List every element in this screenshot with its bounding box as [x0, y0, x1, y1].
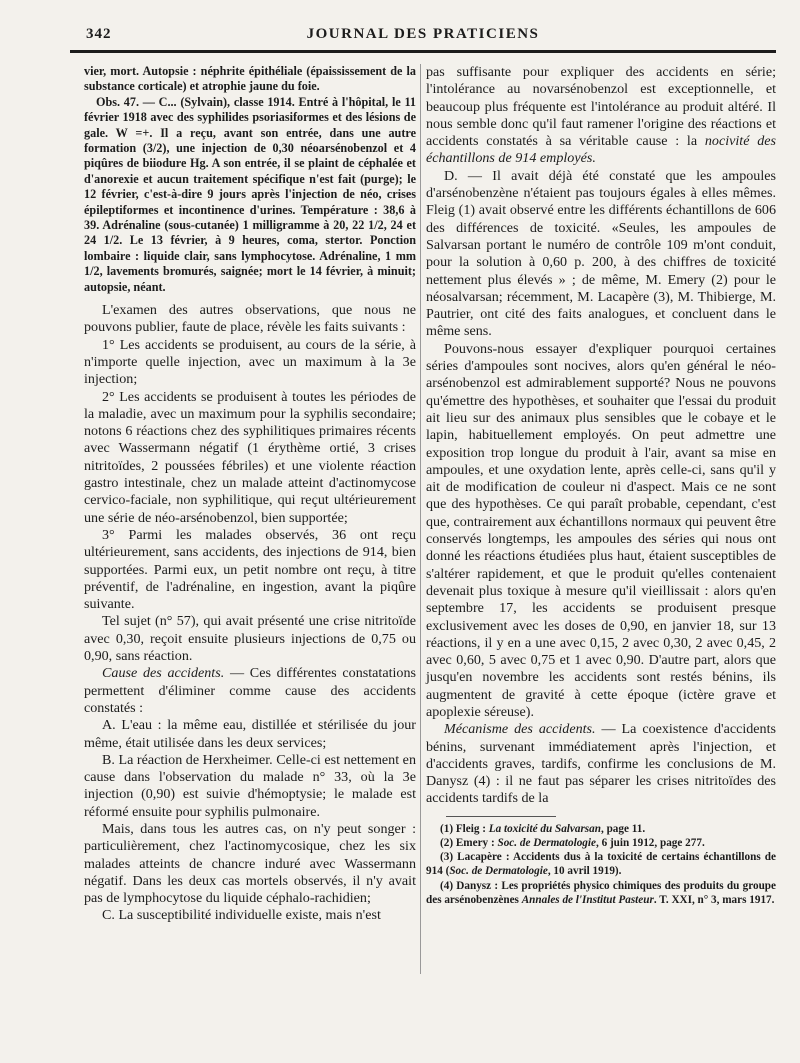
- footnote: (2) Emery : Soc. de Dermatologie, 6 juin 1912, page 277.: [440, 836, 705, 849]
- paragraph: B. La réaction de Herxheimer. Celle-ci est nettement en cause dans l'observation du malade n° 33, où la 3e injection (0,90) est suivie d'hémoptysie; le malade est réformé ensuite pour syphilis pulmonaire.: [84, 751, 416, 820]
- header-rule: [70, 50, 776, 53]
- paragraph: Pouvons-nous essayer d'expliquer pourquoi certaines séries d'ampoules sont nocives, alors qu'en général le néo-arsénobenzol est admirablement supporté? Nous ne pouvons qu'émettre des hypothèses, et souhaiter que l'essai du produit ait lieu sur des animaux plus sensibles que le cobaye et le lapin, habituellement employés. On peut admettre une exposition trop longue du produit à l'air, avant sa mise en ampoules, et une oxydation lente, après celle-ci, sans qu'il y ait de modification de couleur ni d'aspect. Mais ce ne sont que des hypothèses. Ce qui paraît probable, cependant, c'est que, contrairement aux échantillons normaux qui peuvent être conservés longtemps, les ampoules des séries qui nous ont donné les réactions étudiées plus haut, étaient susceptibles de s'altérer rapidement, et que le produit qu'elles contenaient devenait plus toxique à mesure qu'il vieillissait : alors qu'en septembre 17, les accidents se produisent presque exclusivement avec les doses de 0,90, en janvier 18, sur 13 réactions, il y en a une avec 0,15, 2 avec 0,30, 2 avec 0,45, 2 avec 0,60, 5 avec 0,75 et 1 avec 0,90. D'autre part, alors que jusqu'en novembre les accidents sont restés bénins, ils augmentent de gravité à cette époque (ictère grave et apoplexie séreuse).: [426, 340, 776, 720]
- page-number: 342: [86, 26, 112, 42]
- paragraph: pas suffisante pour expliquer des accidents en série; l'intolérance au novarsénobenzol est exceptionnelle, et beaucoup plus fréquente est l'intolérance au produit altéré. Il nous semble donc qu'il faut ramener l'origine des réactions et accidents constatés à sa véritable cause : la nocivité des échantillons de 914 employés.: [426, 64, 776, 167]
- paragraph: Mécanisme des accidents. — La coexistence d'accidents bénins, survenant immédiatement après l'injection, et d'accidents graves, tardifs, confirme les conclusions de M. Danysz (4) : il ne faut pas séparer les crises nitritoïdes des accidents tardifs de la: [426, 721, 776, 807]
- footnote: (1) Fleig : La toxicité du Salvarsan, page 11.: [440, 822, 646, 835]
- column-divider: [420, 64, 421, 974]
- right-column: [426, 64, 776, 907]
- page-header: [70, 22, 776, 50]
- paragraph: C. La susceptibilité individuelle existe, mais n'est: [102, 907, 381, 924]
- paragraph: D. — Il avait déjà été constaté que les ampoules d'arsénobenzène n'étaient pas toujours égales à elles mêmes. Fleig (1) avait observé entre les différents échantillons de 606 des différences de toxicité. «Seules, les ampoules de Salvarsan portant le numéro de contrôle 109 m'ont conduit, pour la solution à 0,60 p. 200, à des chiffres de toxicité nettement plus élevés » ; de même, M. Emery (2) pour le néosalvarsan; récemment, M. Lacapère (3), M. Thibierge, M. Pautrier, ont cité des faits analogues, et concluent dans le même sens.: [426, 167, 776, 340]
- paragraph: Cause des accidents. — Ces différentes constatations permettent d'éliminer comme cause des accidents constatés :: [84, 665, 416, 716]
- paragraph: 3° Parmi les malades observés, 36 ont reçu ultérieurement, sans accidents, des injections de 914, bien supportées. Parmi eux, un petit nombre ont reçu, à titre préventif, de l'adrénaline, en ingestion, avant la piqûre suivante.: [84, 526, 416, 613]
- left-column: [84, 64, 416, 925]
- observation-continued: vier, mort. Autopsie : néphrite épithéliale (épaississement de la substance corticale) et atrophie jaune du foie.: [84, 64, 416, 94]
- paragraph: Mais, dans tous les autres cas, on n'y peut songer : particulièrement, chez l'actinomycosique, chez les six malades atteints de chancre induré avec Wassermann négatif. Dans les deux cas mortels observés, il n'y avait pas de lymphocytose du liquide céphalo-rachidien;: [84, 821, 416, 907]
- paragraph: 1° Les accidents se produisent, au cours de la série, à n'importe quelle injection, avec un maximum à la 3e injection;: [84, 336, 416, 388]
- section-heading: Cause des accidents.: [102, 665, 225, 682]
- paragraph: A. L'eau : la même eau, distillée et stérilisée du jour même, était utilisée dans les deux services;: [84, 717, 416, 751]
- paragraph: 2° Les accidents se produisent à toutes les périodes de la maladie, avec un maximum pour la syphilis secondaire; notons 6 réactions chez des syphilitiques primaires récents avec Wassermann négatif (1 érythème ortié, 3 crises nitritoïdes, 2 poussées fébriles) et une violente réaction gastro intestinale, chez un malade atteint d'actinomycose cervico-faciale, non syphilitique, qui reçut ultérieurement une série de néo-arsénobenzol, bien supportée;: [84, 388, 416, 526]
- footnote: (4) Danysz : Les propriétés physico chimiques des produits du groupe des arsénobenzènes Annales de l'Institut Pasteur. T. XXI, n° 3, mars 1917.: [426, 879, 776, 906]
- paragraph: Tel sujet (n° 57), qui avait présenté une crise nitritoïde avec 0,30, reçoit ensuite plusieurs injections de 0,75 ou 0,90, sans réaction.: [84, 613, 416, 665]
- journal-title: JOURNAL DES PRATICIENS: [306, 26, 540, 42]
- paragraph: L'examen des autres observations, que nous ne pouvons publier, faute de place, révèle les faits suivants :: [84, 302, 416, 336]
- footnote: (3) Lacapère : Accidents dus à la toxicité de certains échantillons de 914 (Soc. de Dermatologie, 10 avril 1919).: [426, 851, 776, 878]
- footnote-rule: [446, 816, 556, 817]
- section-heading: Mécanisme des accidents.: [444, 721, 596, 738]
- observation-47: Obs. 47. — C... (Sylvain), classe 1914. Entré à l'hôpital, le 11 février 1918 avec des syphilides psoriasiformes et des lésions de gale. W =+. Il a reçu, avant son entrée, dans une autre formation (3/2), une injection de 0,30 néoarsénobenzol et 4 piqûres de biiodure Hg. A son entrée, il se plaint de céphalée et d'anorexie et aucun traitement spécifique n'est fait (purge); le 12 février, c'est-à-dire 9 jours après l'injection de néo, crises épileptiformes et incontinence d'urines. Température : 38,6 à 39. Adrénaline (sous-cutanée) 1 milligramme à 20, 22 1/2, 24 et 24 1/2. Le 13 février, à 9 heures, coma, stertor. Ponction lombaire : liquide clair, sans lymphocytose. Adrénaline, 1 mm 1/2, lavements bromurés, saignée; mort le 14 février, à minuit; autopsie, néant.: [84, 94, 416, 294]
